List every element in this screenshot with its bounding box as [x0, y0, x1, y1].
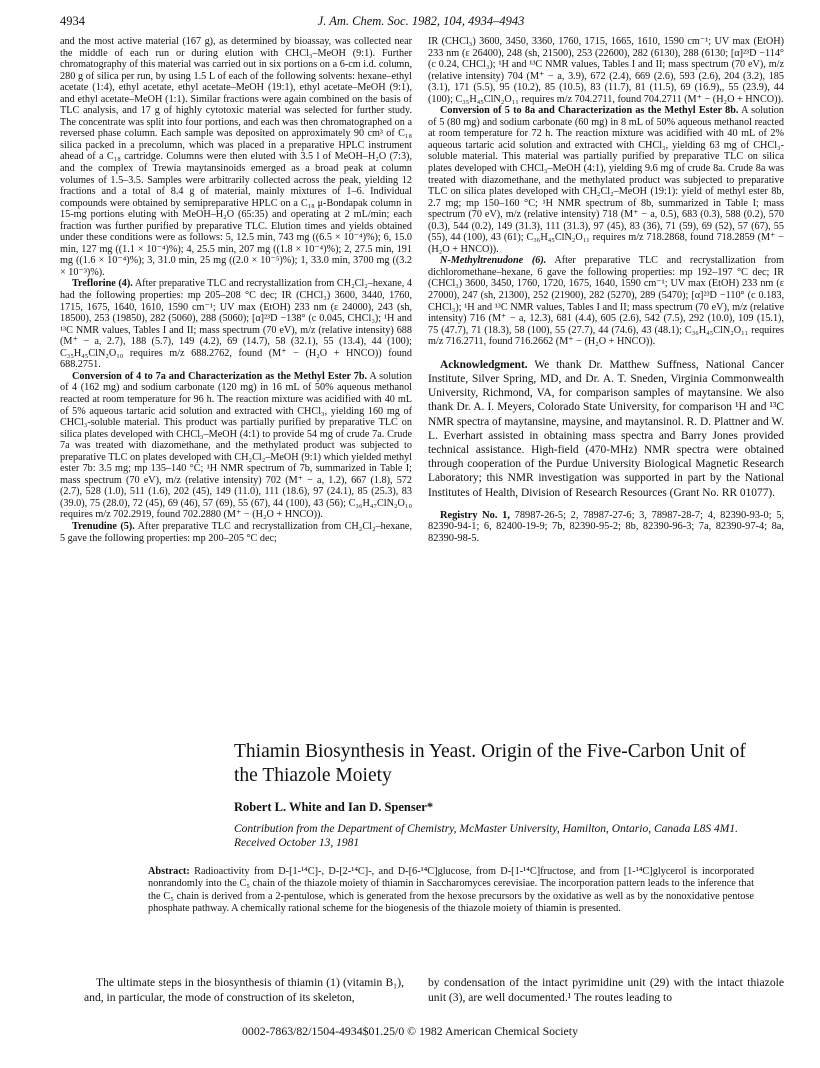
- abstract: [148, 866, 754, 916]
- heading-conversion-5: Conversion of 5 to 8a and Characterization as the Methyl Ester 8b.: [440, 105, 739, 117]
- registry-numbers: [428, 510, 784, 545]
- paragraph-conversion-4: [60, 371, 412, 521]
- heading-trenudine: Trenudine (5).: [72, 520, 135, 532]
- heading-conversion-4: Conversion of 4 to 7a and Characterization as the Methyl Ester 7b.: [72, 370, 368, 382]
- page-number: 4934: [60, 14, 85, 28]
- text-treflorine: After preparative TLC and recrystallization from CH₂Cl₂–hexane, 4 had the following properties: mp 205–208 °C dec; IR (CHCl₃) 3600, 3440, 1760, 1715, 1675, 1640, 1610, 1590 cm⁻¹; UV max (EtOH) 233 nm (ε 24000), 243 (sh, 18500), 253 (19850), 282 (5060), 288 (5060); [α]²³D −138° (c 0.045, CHCl₃); ¹H and ¹³C NMR values, Tables I and II; mass spectrum (70 eV), m/z (relative intensity) 688 (M⁺ − a, 2.7), 188 (5.7), 149 (4.2), 69 (14.7), 58 (32.1), 55 (13.4), 44 (100); C₃₅H₄₅ClN₂O₁₀ requires m/z 688.2762, found (M⁺ − (H₂O + HNCO)) found 688.2751.: [60, 278, 412, 371]
- paragraph-conversion-5: [428, 105, 784, 255]
- heading-methyltrenudone: N-Methyltrenudone (6).: [440, 255, 547, 267]
- heading-treflorine: Treflorine (4).: [72, 278, 133, 290]
- running-header: [60, 14, 782, 32]
- abstract-label: Abstract:: [148, 866, 190, 877]
- intro-left: The ultimate steps in the biosynthesis of thiamin (1) (vitamin B₁), and, in particular, the mode of construction of its skeleton,: [84, 976, 404, 1004]
- paragraph-trenudine-cont: IR (CHCl₃) 3600, 3450, 3360, 1760, 1715, 1665, 1610, 1590 cm⁻¹; UV max (EtOH) 233 nm (ε 26400), 248 (sh, 21500), 253 (22600), 282 (6130), 288 (6130; [α]²³D −114° (c 0.24, CHCl₃); ¹H and ¹³C NMR values, Tables I and II; mass spectrum (70 eV), m/z (relative intensity) 704 (M⁺ − a, 3.9), 672 (2.4), 669 (2.6), 593 (2.6), 204 (3.2), 185 (3.1), 171 (5.5), 95 (10.2), 85 (10.5), 83 (11.7), 81 (11.5), 69 (16.9),, 55 (23.9), 44 (100); C₃₅H₄₅ClN₂O₁₁ requires m/z 704.2711, found 704.2711 (M⁺ − (H₂O + HNCO)).: [428, 36, 784, 105]
- intro-right: by condensation of the intact pyrimidine unit (29) with the intact thiazole unit (3), are well documented.¹ The routes leading to: [428, 976, 784, 1004]
- article-title: Thiamin Biosynthesis in Yeast. Origin of the Five-Carbon Unit of the Thiazole Moiety: [234, 741, 746, 786]
- text-trenudine: After preparative TLC and recrystallization from CH₂Cl₂–hexane, 5 gave the following properties: mp 200–205 °C dec;: [60, 520, 412, 544]
- paragraph-trenudine: [60, 521, 412, 544]
- text-methyltrenudone: After preparative TLC and recrystallization from dichloromethane–hexane, 6 gave the following properties: mp 192–197 °C dec; IR (CHCl₃) 3600, 3450, 1760, 1720, 1675, 1640, 1590 cm⁻¹; UV max (EtOH) 233 nm (ε 27000), 247 (sh, 21300), 252 (21900), 282 (5270), 289 (5470); [α]²³D −110° (c 0.183, CHCl₃); ¹H and ¹³C NMR values, Tables I and II; mass spectrum (70 eV), m/z (relative intensity) 716 (M⁺ − a, 12.3), 681 (4.4), 605 (2.6), 542 (7.5), 292 (10.0), 109 (15.1), 75 (47.7), 71 (18.3), 58 (100), 55 (27.7), 44 (74.6), 43 (48.1); C₃₆H₄₅ClN₂O₁₁ requires m/z 716.2711, found 716.2662 (M⁺ − (H₂O + HNCO)).: [428, 255, 784, 348]
- text-conversion-4: A solution of 4 (162 mg) and sodium carbonate (120 mg) in 16 mL of 50% aqueous methanol reacted at room temperature for 96 h. The reaction mixture was acidified with 40 mL of 5% aqueous tartaric acid solution and extracted with CHCl₃, yielding 160 mg of CHCl₃-soluble material. This product was partially purified by preparative TLC on silica plates developed with CHCl₃–MeOH (4:1) to provide 54 mg of crude 7a. Crude 7a was treated with diazomethane, and the methylated product was subjected to preparative TLC on plates developed with CH₂Cl₂–MeOH (9:1) which yielded methyl ester 7b: 3.5 mg; mp 135–140 °C; ¹H NMR spectrum of 7b, summarized in Table I; mass spectrum (70 eV), m/z (relative intensity) 702 (M⁺ − a, 1.2), 667 (1.8), 572 (2.7), 528 (1.0), 511 (1.6), 202 (45), 149 (11.0), 111 (18.6), 97 (24.1), 85 (25.3), 83 (39.0), 75 (28.0), 72 (45), 69 (46), 57 (69), 55 (67), 44 (100), 43 (56); C₃₆H₄₇ClN₂O₁₀ requires m/z 702.2919, found 702.2880 (M⁺ − (H₂O + HNCO)).: [60, 370, 412, 521]
- heading-acknowledgment: Acknowledgment.: [440, 358, 528, 371]
- article-authors: Robert L. White and Ian D. Spenser*: [234, 800, 434, 814]
- left-column: [60, 36, 412, 544]
- paragraph-isolation: and the most active material (167 g), as determined by bioassay, was collected near the middle of each run or during elution with CHCl₃–MeOH (9:1). Further chromatography of this material was carried out in six portions on a 6-cm i.d. column, 280 g of silica per run, by using 1.5 L of each of the following solvents: hexane–ethyl acetate (1:4), ethyl acetate, ethyl acetate–MeOH (19:1), ethyl acetate–MeOH (9:1), and ethyl acetate–MeOH (1:1). Similar fractions were again combined on the basis of TLC analysis, and 17 g of highly cytotoxic material was selected for further study. The concentrate was split into four portions, and each was then chromatographed on a reversed phase column. Each sample was deposited on approximately 90 cm³ of C₁₈ silica packed in a precolumn, which was placed in a preparative HPLC instrument ahead of a C₁₈ cartridge. Columns were then eluted with 3.5 l of MeOH–H₂O (7:3), and the complex of Trewia maytansinoids emerged as a broad peak at column volumes of 1.5–3.5. Samples were arbitrarily collected across the peak, yielding 12 fractions and a total of 8.4 g of material, mainly mixtures of 1–6. Individual compounds were obtained by semipreparative HPLC on a C₁₈ μ-Bondapak column in 15-mg portions eluting with MeOH–H₂O (65:35) and operating at 2 mL/min; each fraction was further purified by preparative TLC. Elution times and yields obtained under these conditions were as follows: 5, 12.5 min, 743 mg ((6.5 × 10⁻⁴)%); 6, 15.0 min, 127 mg ((1.1 × 10⁻⁴)%); 4, 25.5 min, 207 mg ((1.8 × 10⁻⁴)%); 2, 27.5 min, 191 mg ((1.6 × 10⁻⁴)%); 3, 31.0 min, 25 mg ((2.0 × 10⁻⁵)%); 1, 33.0 min, 3700 mg ((3.2 × 10⁻³)%).: [60, 36, 412, 278]
- acknowledgment: [428, 358, 784, 500]
- text-conversion-5: A solution of 5 (80 mg) and sodium carbonate (60 mg) in 8 mL of 50% aqueous methanol reacted at room temperature for 72 h. The reaction mixture was acidified with 40 mL of 2% aqueous tartaric acid solution and extracted with CHCl₃, yielding 63 mg of CHCl₃-soluble material. This material was partially purified by preparative TLC on silica plates developed with CHCl₃–MeOH (4:1), yielding 9.6 mg of crude 8a. Crude 8a was treated with diazomethane, and the methylated product was subjected to preparative TLC on silica plates developed with CH₂Cl₂–MeOH (19:1): yield of methyl ester 8b, 2.7 mg; mp 150–160 °C; ¹H NMR spectrum of 8b, summarized in Table I; mass spectrum (70 eV), m/z (relative intensity) 718 (M⁺ − a, 0.5), 683 (0.3), 588 (0.2), 570 (0.3), 544 (0.2), 149 (31.3), 111 (31.3), 97 (45), 83 (36), 71 (59), 69 (52), 57 (67), 55 (55), 44 (100), 43 (61); C₃₆H₄₅ClN₂O₁₁ requires m/z 718.2868, found 718.2859 (M⁺ − (H₂O + HNCO)).: [428, 105, 784, 255]
- page-footer: 0002-7863/82/1504-4934$01.25/0 © 1982 American Chemical Society: [242, 1024, 578, 1038]
- paragraph-treflorine: [60, 278, 412, 370]
- article-affiliation: Contribution from the Department of Chemistry, McMaster University, Hamilton, Ontario, Canada L8S 4M1. Received October 13, 1981: [234, 823, 738, 849]
- heading-registry: Registry No. 1,: [440, 509, 510, 521]
- text-registry: 78987-26-5; 2, 78987-27-6; 3, 78987-28-7; 4, 82390-93-0; 5, 82390-94-1; 6, 82400-19-9; 7b, 82390-95-2; 8b, 82390-96-3; 7a, 82390-97-4; 8a, 82390-98-5.: [428, 509, 784, 544]
- paragraph-methyltrenudone: [428, 255, 784, 347]
- abstract-text: Radioactivity from D-[1-¹⁴C]-, D-[2-¹⁴C]-, and D-[6-¹⁴C]glucose, from D-[1-¹⁴C]fructose, and from [1-¹⁴C]glycerol is incorporated nonrandomly into the C₅ chain of the thiazole moiety of thiamin in Saccharomyces cerevisiae. The incorporation pattern leads to the inference that the C₅ chain is derived from a 2-pentulose, which is generated from the hexose precursors by the oxidative as well as by the nonoxidative pentose phosphate pathway. A chemically rational scheme for the biogenesis of the thiazole moiety of thiamin is presented.: [148, 866, 754, 915]
- right-column: [428, 36, 784, 545]
- text-acknowledgment: We thank Dr. Matthew Suffness, National Cancer Institute, Silver Spring, MD, and Dr. A. T. Sneden, Virginia Commonwealth University, Richmond, VA, for comparison samples of maytansine. We also thank Dr. A. I. Meyers, Colorado State University, for comparison ¹H and ¹³C NMR spectra of maytansine, maysine, and maytansinol. R. D. Plattner and W. L. Everhart assisted in obtaining mass spectra and Barry Jones provided technical assistance. High-field (470-MHz) NMR spectra were obtained through cooperation of the Purdue University Biological Magnetic Research Laboratory; this NMR investigation was supported in part by the National Institutes of Health, Division of Research Resources (Grant No. RR 01077).: [428, 358, 784, 499]
- journal-citation: J. Am. Chem. Soc. 1982, 104, 4934–4943: [317, 14, 525, 28]
